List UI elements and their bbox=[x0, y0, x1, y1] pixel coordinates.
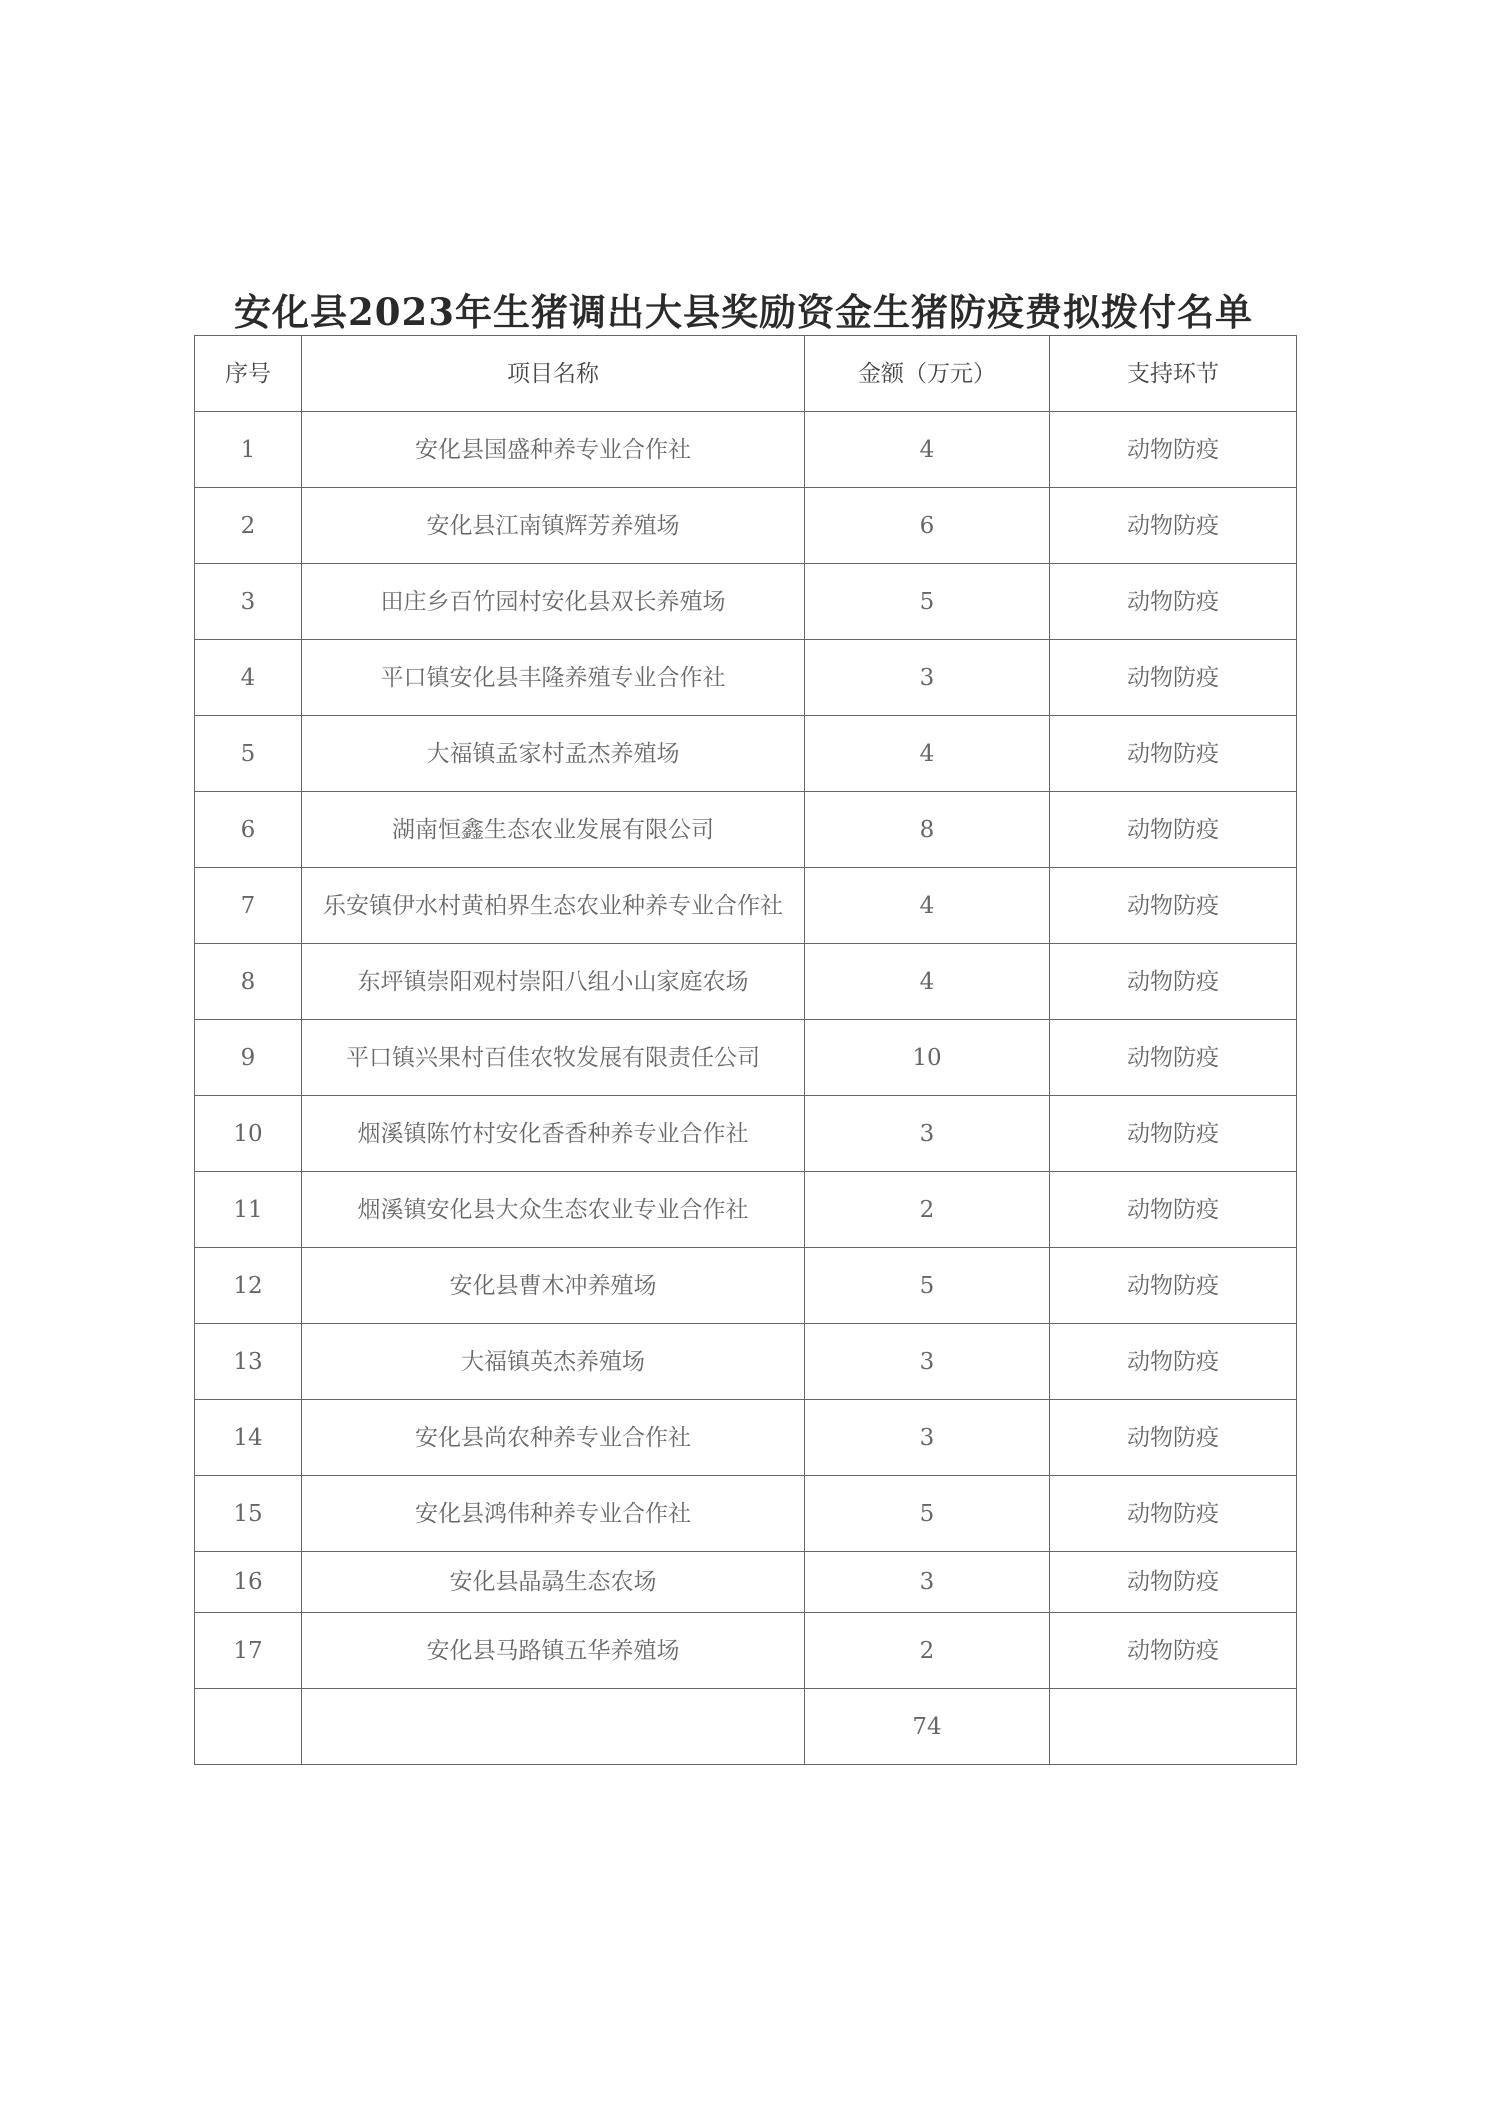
row-number: 4 bbox=[195, 640, 302, 716]
support-stage: 动物防疫 bbox=[1050, 944, 1297, 1020]
amount: 6 bbox=[805, 488, 1050, 564]
total-amount: 74 bbox=[805, 1689, 1050, 1765]
table-row bbox=[195, 1400, 1297, 1476]
amount: 4 bbox=[805, 868, 1050, 944]
row-number: 5 bbox=[195, 716, 302, 792]
row-number: 15 bbox=[195, 1476, 302, 1552]
table-row bbox=[195, 1248, 1297, 1324]
amount: 4 bbox=[805, 412, 1050, 488]
table-row bbox=[195, 412, 1297, 488]
total-row bbox=[195, 1689, 1297, 1765]
support-stage: 动物防疫 bbox=[1050, 1476, 1297, 1552]
support-stage: 动物防疫 bbox=[1050, 640, 1297, 716]
table-header-row bbox=[195, 336, 1297, 412]
project-name: 烟溪镇陈竹村安化香香种养专业合作社 bbox=[302, 1096, 805, 1172]
row-number: 14 bbox=[195, 1400, 302, 1476]
project-name: 烟溪镇安化县大众生态农业专业合作社 bbox=[302, 1172, 805, 1248]
table-row bbox=[195, 1476, 1297, 1552]
project-name: 湖南恒鑫生态农业发展有限公司 bbox=[302, 792, 805, 868]
project-name: 大福镇英杰养殖场 bbox=[302, 1324, 805, 1400]
amount: 5 bbox=[805, 564, 1050, 640]
support-stage: 动物防疫 bbox=[1050, 488, 1297, 564]
row-number: 11 bbox=[195, 1172, 302, 1248]
amount: 3 bbox=[805, 1096, 1050, 1172]
project-name: 东坪镇崇阳观村崇阳八组小山家庭农场 bbox=[302, 944, 805, 1020]
support-stage: 动物防疫 bbox=[1050, 1248, 1297, 1324]
row-number: 17 bbox=[195, 1613, 302, 1689]
project-name: 乐安镇伊水村黄柏界生态农业种养专业合作社 bbox=[302, 868, 805, 944]
row-number: 6 bbox=[195, 792, 302, 868]
header-amount: 金额（万元） bbox=[805, 336, 1050, 412]
header-no: 序号 bbox=[195, 336, 302, 412]
support-stage: 动物防疫 bbox=[1050, 564, 1297, 640]
header-stage: 支持环节 bbox=[1050, 336, 1297, 412]
table-row bbox=[195, 792, 1297, 868]
support-stage: 动物防疫 bbox=[1050, 1324, 1297, 1400]
row-number: 3 bbox=[195, 564, 302, 640]
table-row bbox=[195, 488, 1297, 564]
support-stage: 动物防疫 bbox=[1050, 792, 1297, 868]
table-row bbox=[195, 640, 1297, 716]
project-name: 安化县国盛种养专业合作社 bbox=[302, 412, 805, 488]
amount: 5 bbox=[805, 1476, 1050, 1552]
amount: 2 bbox=[805, 1172, 1050, 1248]
total-blank-2 bbox=[302, 1689, 805, 1765]
support-stage: 动物防疫 bbox=[1050, 1613, 1297, 1689]
project-name: 安化县晶骉生态农场 bbox=[302, 1552, 805, 1613]
amount: 2 bbox=[805, 1613, 1050, 1689]
amount: 3 bbox=[805, 1552, 1050, 1613]
support-stage: 动物防疫 bbox=[1050, 412, 1297, 488]
table-row bbox=[195, 1324, 1297, 1400]
amount: 4 bbox=[805, 944, 1050, 1020]
support-stage: 动物防疫 bbox=[1050, 1552, 1297, 1613]
row-number: 10 bbox=[195, 1096, 302, 1172]
support-stage: 动物防疫 bbox=[1050, 1400, 1297, 1476]
row-number: 12 bbox=[195, 1248, 302, 1324]
row-number: 16 bbox=[195, 1552, 302, 1613]
amount: 5 bbox=[805, 1248, 1050, 1324]
row-number: 1 bbox=[195, 412, 302, 488]
support-stage: 动物防疫 bbox=[1050, 1020, 1297, 1096]
table-row bbox=[195, 564, 1297, 640]
table-row bbox=[195, 1552, 1297, 1613]
amount: 3 bbox=[805, 640, 1050, 716]
project-name: 大福镇孟家村孟杰养殖场 bbox=[302, 716, 805, 792]
support-stage: 动物防疫 bbox=[1050, 1172, 1297, 1248]
table-row bbox=[195, 716, 1297, 792]
total-blank-3 bbox=[1050, 1689, 1297, 1765]
support-stage: 动物防疫 bbox=[1050, 716, 1297, 792]
table-row bbox=[195, 944, 1297, 1020]
project-name: 平口镇兴果村百佳农牧发展有限责任公司 bbox=[302, 1020, 805, 1096]
table-row bbox=[195, 1096, 1297, 1172]
row-number: 7 bbox=[195, 868, 302, 944]
document-title: 安化县2023年生猪调出大县奖励资金生猪防疫费拟拨付名单 bbox=[234, 290, 1253, 334]
amount: 3 bbox=[805, 1324, 1050, 1400]
project-name: 田庄乡百竹园村安化县双长养殖场 bbox=[302, 564, 805, 640]
project-name: 安化县鸿伟种养专业合作社 bbox=[302, 1476, 805, 1552]
amount: 8 bbox=[805, 792, 1050, 868]
amount: 3 bbox=[805, 1400, 1050, 1476]
support-stage: 动物防疫 bbox=[1050, 1096, 1297, 1172]
support-stage: 动物防疫 bbox=[1050, 868, 1297, 944]
amount: 4 bbox=[805, 716, 1050, 792]
row-number: 9 bbox=[195, 1020, 302, 1096]
table-row bbox=[195, 1020, 1297, 1096]
table-row bbox=[195, 868, 1297, 944]
project-name: 安化县马路镇五华养殖场 bbox=[302, 1613, 805, 1689]
row-number: 13 bbox=[195, 1324, 302, 1400]
total-blank-1 bbox=[195, 1689, 302, 1765]
allocation-table bbox=[194, 335, 1297, 1765]
row-number: 2 bbox=[195, 488, 302, 564]
project-name: 平口镇安化县丰隆养殖专业合作社 bbox=[302, 640, 805, 716]
table-row bbox=[195, 1613, 1297, 1689]
project-name: 安化县江南镇辉芳养殖场 bbox=[302, 488, 805, 564]
project-name: 安化县曹木冲养殖场 bbox=[302, 1248, 805, 1324]
amount: 10 bbox=[805, 1020, 1050, 1096]
project-name: 安化县尚农种养专业合作社 bbox=[302, 1400, 805, 1476]
row-number: 8 bbox=[195, 944, 302, 1020]
table-row bbox=[195, 1172, 1297, 1248]
header-name: 项目名称 bbox=[302, 336, 805, 412]
